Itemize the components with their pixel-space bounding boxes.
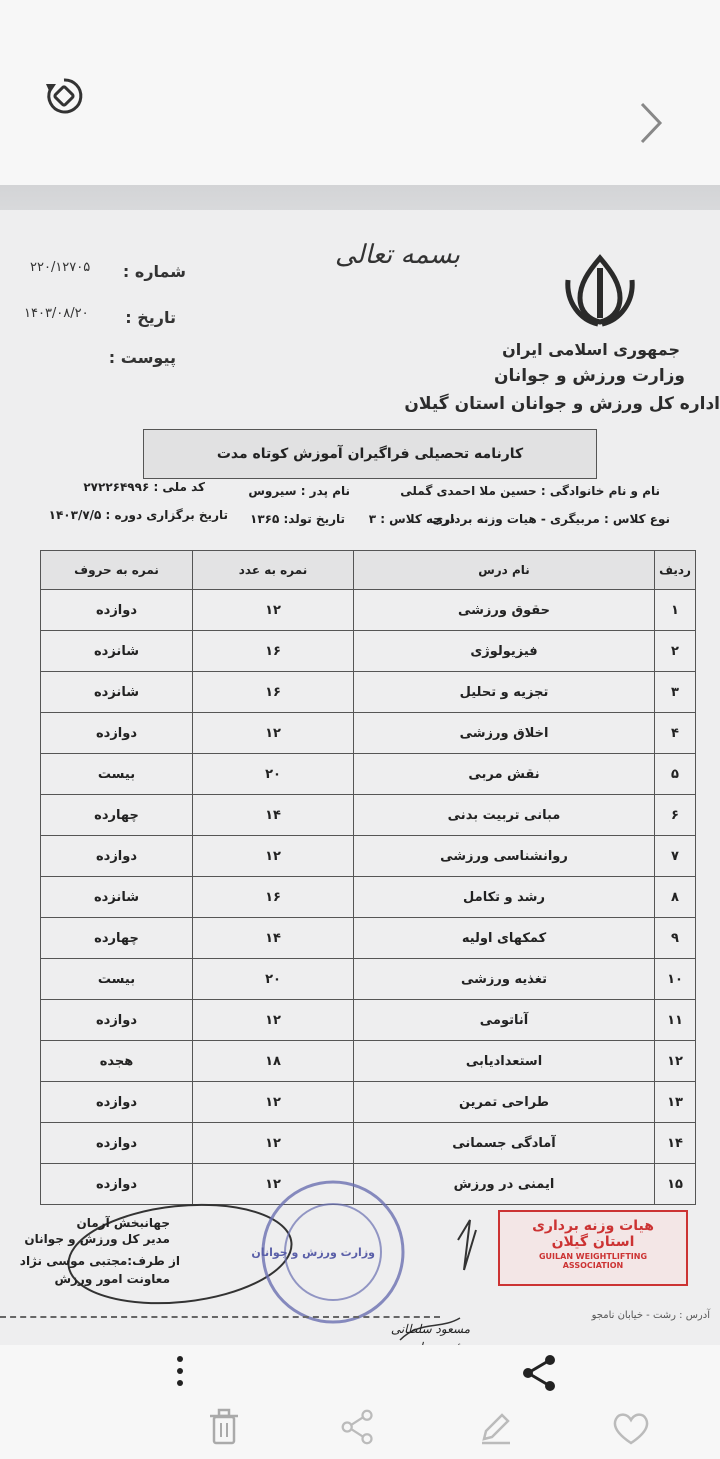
info-father-name: نام پدر : سیروس [248,484,350,498]
signature-left-dept: معاونت امور ورزش [54,1272,170,1286]
table-row [41,1000,696,1041]
table-row [41,877,696,918]
score-number: ۱۴ [193,795,354,836]
header-line-department: اداره کل ورزش و جوانان استان گیلان [404,394,720,414]
header-row-number: ردیف [655,551,696,590]
course-name: مبانی تربیت بدنی [354,795,655,836]
table-header-row [41,551,696,590]
footer-divider [0,1316,440,1318]
course-name: روانشناسی ورزشی [354,836,655,877]
score-words: شانزده [41,877,193,918]
header-course-name: نام درس [354,551,655,590]
iran-emblem-icon [560,250,640,330]
table-row [41,590,696,631]
row-number: ۱۴ [655,1123,696,1164]
score-number: ۲۰ [193,959,354,1000]
score-words: دوازده [41,590,193,631]
score-number: ۱۲ [193,1123,354,1164]
edit-icon[interactable] [476,1409,514,1447]
row-number: ۲ [655,631,696,672]
score-number: ۱۴ [193,918,354,959]
document-footer [0,1310,720,1324]
score-number: ۱۲ [193,713,354,754]
row-number: ۴ [655,713,696,754]
association-name-en2: ASSOCIATION [562,1261,624,1270]
row-number: ۱۰ [655,959,696,1000]
signature-right-name: مسعود سلطانی [390,1322,470,1336]
score-words: شانزده [41,672,193,713]
row-number: ۵ [655,754,696,795]
table-row [41,672,696,713]
score-number: ۱۸ [193,1041,354,1082]
score-number: ۱۶ [193,672,354,713]
association-stamp [498,1210,688,1286]
share-icon-secondary[interactable] [340,1409,376,1445]
score-words: دوازده [41,1123,193,1164]
score-words: هجده [41,1041,193,1082]
association-name-line2: استان گیلان [551,1234,635,1250]
score-number: ۱۶ [193,877,354,918]
table-row [41,795,696,836]
score-number: ۱۲ [193,1164,354,1205]
score-number: ۱۲ [193,1082,354,1123]
document-title: کارنامه تحصیلی فراگیران آموزش کوتاه مدت [143,429,597,479]
course-name: کمکهای اولیه [354,918,655,959]
signature-left-title: مدیر کل ورزش و جوانان [24,1232,170,1246]
course-name: تجزیه و تحلیل [354,672,655,713]
course-name: رشد و تکامل [354,877,655,918]
score-words: چهارده [41,918,193,959]
score-number: ۱۲ [193,590,354,631]
favorite-icon[interactable] [610,1409,652,1447]
association-name-en1: GUILAN WEIGHTLIFTING [538,1252,648,1261]
grades-table [40,550,696,1205]
number-label: شماره : [122,262,186,281]
info-class-type: نوع کلاس : مربیگری - هیات وزنه برداری [432,512,670,526]
table-row [41,959,696,1000]
date-value: ۱۴۰۳/۰۸/۲۰ [24,306,89,321]
score-words: دوازده [41,836,193,877]
header-line-country: جمهوری اسلامی ایران [502,340,680,359]
score-number: ۲۰ [193,754,354,795]
ministry-seal-text: وزارت ورزش و جوانان [251,1246,375,1259]
row-number: ۹ [655,918,696,959]
course-name: طراحی تمرین [354,1082,655,1123]
row-number: ۱۳ [655,1082,696,1123]
row-number: ۱ [655,590,696,631]
table-row [41,713,696,754]
course-name: اخلاق ورزشی [354,713,655,754]
table-row [41,1164,696,1205]
info-full-name: نام و نام خانوادگی : حسین ملا احمدی گملی [400,484,660,498]
score-words: دوازده [41,1082,193,1123]
score-words: بیست [41,754,193,795]
course-name: تغذیه ورزشی [354,959,655,1000]
date-label: تاریخ : [125,308,176,327]
info-class-grade: درجه کلاس : ۳ [368,512,455,526]
info-course-date: تاریخ برگزاری دوره : ۱۴۰۳/۷/۵ [48,508,228,522]
attachment-label: پیوست : [108,348,176,367]
score-words: بیست [41,959,193,1000]
table-row [41,631,696,672]
course-name: آمادگی جسمانی [354,1123,655,1164]
table-row [41,1082,696,1123]
course-name: نقش مربی [354,754,655,795]
row-number: ۷ [655,836,696,877]
course-name: فیزیولوژی [354,631,655,672]
score-words: شانزده [41,631,193,672]
row-number: ۳ [655,672,696,713]
number-value: ۲۲۰/۱۲۷۰۵ [30,260,91,275]
course-name: آناتومی [354,1000,655,1041]
info-birth-date: تاریخ تولد: ۱۳۶۵ [250,512,345,526]
score-number: ۱۲ [193,836,354,877]
header-score-words: نمره به حروف [41,551,193,590]
course-name: حقوق ورزشی [354,590,655,631]
row-number: ۱۱ [655,1000,696,1041]
row-number: ۶ [655,795,696,836]
more-icon[interactable] [168,1353,192,1389]
header-line-ministry: وزارت ورزش و جوانان [494,366,685,386]
row-number: ۱۲ [655,1041,696,1082]
score-words: دوازده [41,713,193,754]
signature-left-behalf: از طرف:مجتبی موسی نژاد [19,1254,180,1268]
association-name-line1: هیات وزنه برداری [532,1218,654,1234]
info-national-code: کد ملی : ۲۷۲۲۶۴۹۹۶ [83,480,205,494]
delete-icon[interactable] [206,1407,242,1447]
rotate-icon[interactable] [42,74,86,118]
chevron-right-icon[interactable] [636,100,666,146]
header-score-number: نمره به عدد [193,551,354,590]
table-row [41,754,696,795]
score-words: دوازده [41,1000,193,1041]
viewer-bottom-bar [0,1345,720,1459]
signature-left-name: جهانبخش آرمان [76,1216,170,1230]
row-number: ۱۵ [655,1164,696,1205]
score-number: ۱۲ [193,1000,354,1041]
table-row [41,1123,696,1164]
score-number: ۱۶ [193,631,354,672]
row-number: ۸ [655,877,696,918]
document-paper [0,210,720,1345]
table-row [41,836,696,877]
table-row [41,918,696,959]
document-photo [0,185,720,1345]
besmellah: بسمه تعالی [335,240,460,270]
course-name: استعدادیابی [354,1041,655,1082]
course-name: ایمنی در ورزش [354,1164,655,1205]
share-icon[interactable] [520,1353,560,1393]
footer-address: آدرس : رشت - خیابان نامجو [591,1310,710,1321]
score-words: چهارده [41,795,193,836]
score-words: دوازده [41,1164,193,1205]
viewer-top-bar [0,0,720,185]
table-row [41,1041,696,1082]
